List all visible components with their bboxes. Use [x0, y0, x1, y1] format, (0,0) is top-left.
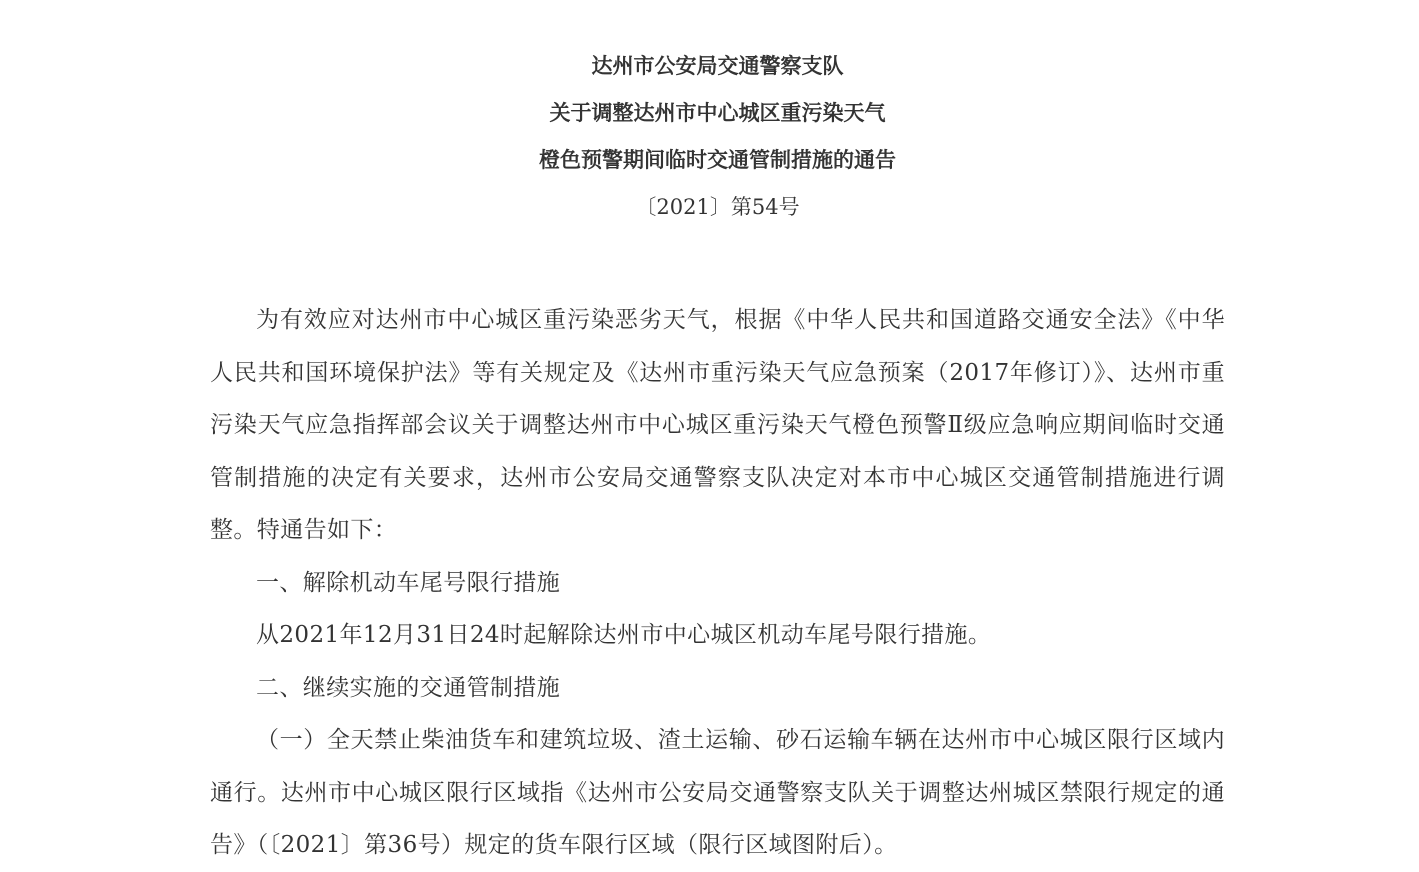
- section1-heading: 一、解除机动车尾号限行措施: [256, 569, 561, 596]
- section2-heading: 二、继续实施的交通管制措施: [256, 674, 561, 701]
- section1-text: 从2021年12月31日24时起解除达州市中心城区机动车尾号限行措施。: [256, 622, 992, 648]
- notice-document: [210, 0, 1225, 872]
- section2-item1: （一）全天禁止柴油货车和建筑垃圾、渣土运输、砂石运输车辆在达州市中心城区限行区域内通行。达州市中心城区限行区域指《达州市公安局交通警察支队关于调整达州城区禁限行规定的通告》（〔2021〕第36号）规定的货车限行区域（限行区域图附后）。: [210, 727, 1225, 858]
- document-number: 〔2021〕第54号: [635, 195, 800, 219]
- title-issuer: 达州市公安局交通警察支队: [591, 54, 844, 78]
- intro-paragraph: 为有效应对达州市中心城区重污染恶劣天气，根据《中华人民共和国道路交通安全法》《中华人民共和国环境保护法》等有关规定及《达州市重污染天气应急预案（2017年修订）》、达州市重污染天气应急指挥部会议关于调整达州市中心城区重污染天气橙色预警Ⅱ级应急响应期间临时交通管制措施的决定有关要求，达州市公安局交通警察支队决定对本市中心城区交通管制措施进行调整。特通告如下：: [210, 307, 1225, 543]
- title-subject-line2: 橙色预警期间临时交通管制措施的通告: [539, 148, 896, 172]
- title-subject-line1: 关于调整达州市中心城区重污染天气: [549, 101, 886, 125]
